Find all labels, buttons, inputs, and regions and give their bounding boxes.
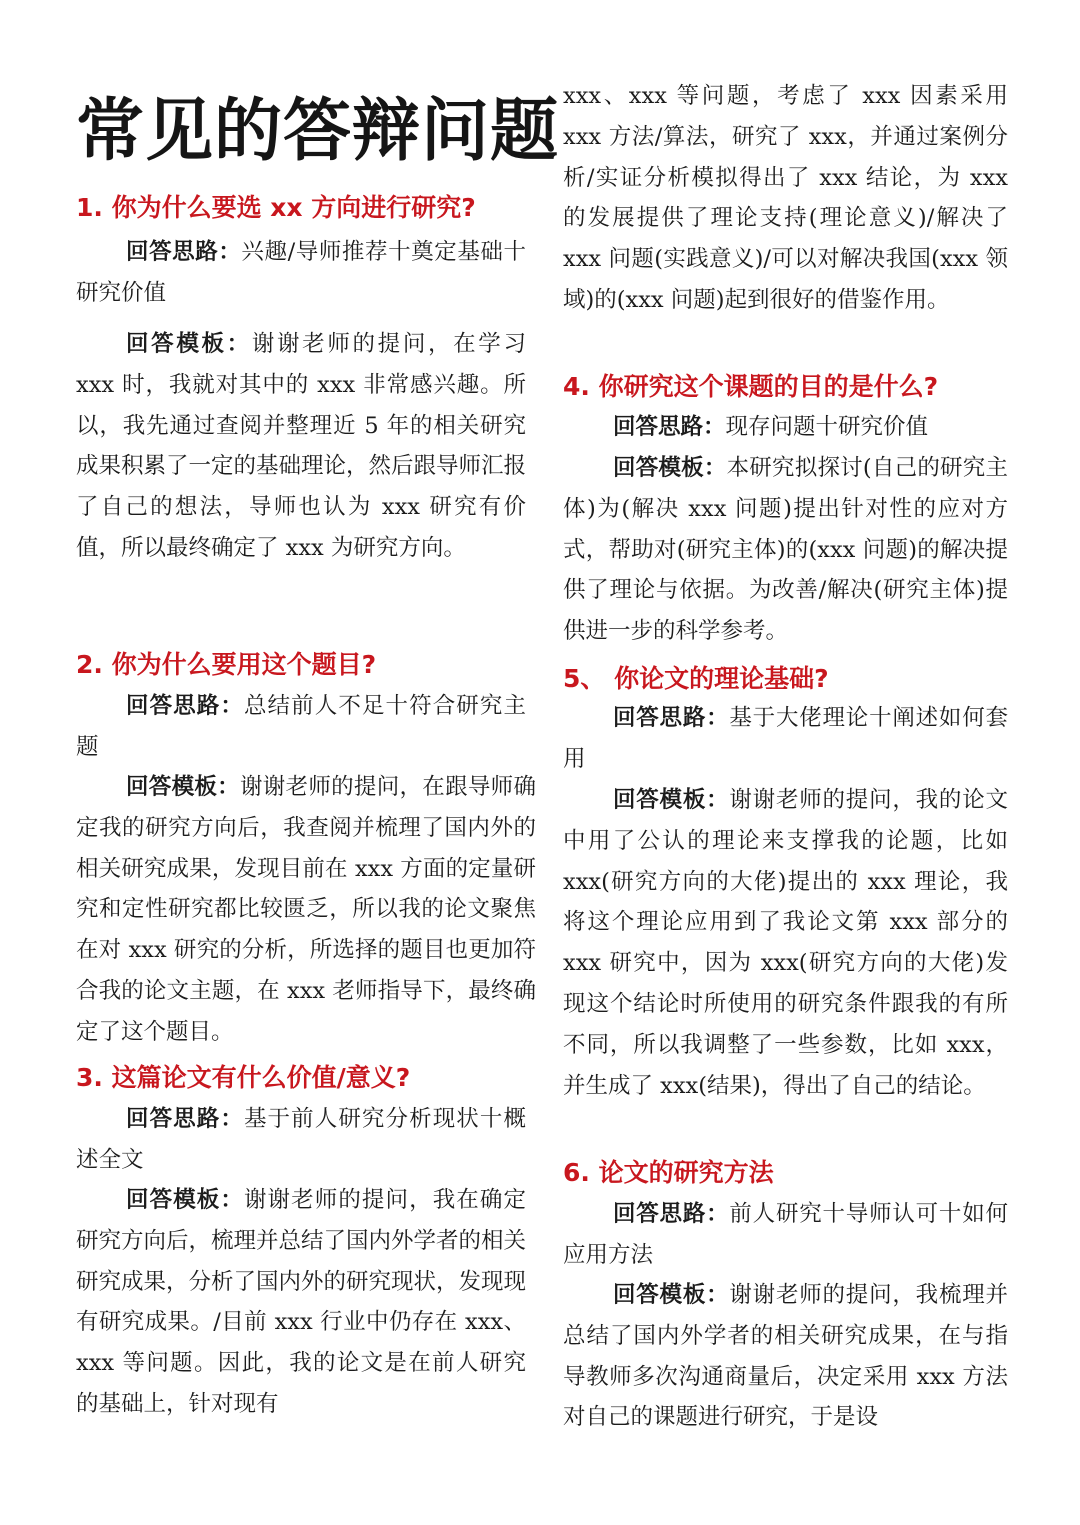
question-6-idea bbox=[563, 1194, 1008, 1276]
question-1-template bbox=[76, 324, 526, 569]
template-text: 谢谢老师的提问，我在确定研究方向后，梳理并总结了国内外学者的相关研究成果，分析了国内外的研究现状，发现现有研究成果。/目前 xxx 行业中仍存在 xxx、xxx 等问题。因此，我的论文是在前人研究的基础上，针对现有 bbox=[76, 1187, 527, 1417]
question-1-heading: 1. 你为什么要选 xx 方向进行研究? bbox=[76, 193, 476, 222]
question-5-idea bbox=[563, 698, 1008, 780]
idea-label: 回答思路： bbox=[613, 705, 730, 731]
page-title: 常见的答辩问题 bbox=[76, 91, 560, 171]
idea-label: 回答思路： bbox=[126, 1106, 244, 1132]
template-label: 回答模板： bbox=[613, 455, 727, 481]
question-1-idea bbox=[76, 232, 526, 314]
question-4-idea bbox=[563, 407, 1008, 448]
idea-text: 基于前人研究分析现状十概述全文 bbox=[76, 1106, 526, 1173]
question-2-heading: 2. 你为什么要用这个题目? bbox=[76, 650, 377, 679]
template-label: 回答模板： bbox=[613, 1282, 730, 1308]
template-text: 本研究拟探讨(自己的研究主体)为(解决 xxx 问题)提出针对性的应对方式，帮助对(研究主体)的(xxx 问题)的解决提供了理论与依据。为改善/解决(研究主体)提供进一步的科学参考。 bbox=[563, 455, 1008, 645]
template-label: 回答模板： bbox=[126, 1187, 244, 1213]
template-label: 回答模板： bbox=[126, 331, 252, 357]
question-3-template bbox=[76, 1180, 526, 1425]
question-5-template bbox=[563, 780, 1008, 1106]
idea-label: 回答思路： bbox=[126, 693, 244, 719]
template-text: 谢谢老师的提问，我的论文中用了公认的理论来支撑我的论题，比如 xxx(研究方向的大佬)提出的 xxx 理论，我将这个理论应用到了我论文第 xxx 部分的 xxx 研究中，因为 xxx(研究方向的大佬)发现这个结论时所使用的研究条件跟我的有所不同，所以我调整了一些参数，比如 xxx，并生成了 xxx(结果)，得出了自己的结论。 bbox=[563, 787, 1008, 1099]
question-4-template bbox=[563, 448, 1008, 652]
template-label: 回答模板： bbox=[613, 787, 730, 813]
template-text: 谢谢老师的提问，我梳理并总结了国内外学者的相关研究成果，在与指导教师多次沟通商量后，决定采用 xxx 方法对自己的课题进行研究，于是设 bbox=[563, 1282, 1008, 1431]
question-6-heading: 6. 论文的研究方法 bbox=[563, 1158, 774, 1187]
question-6-template bbox=[563, 1275, 1008, 1438]
question-2-template bbox=[76, 767, 536, 1053]
idea-text: 前人研究十导师认可十如何应用方法 bbox=[563, 1201, 1008, 1268]
idea-text: 现存问题十研究价值 bbox=[725, 414, 929, 440]
template-text: 谢谢老师的提问，在跟导师确定我的研究方向后，我查阅并梳理了国内外的相关研究成果，发现目前在 xxx 方面的定量研究和定性研究都比较匮乏，所以我的论文聚焦在对 xxx 研究的分析，所选择的题目也更加符合我的论文主题，在 xxx 老师指导下，最终确定了这个题目。 bbox=[76, 774, 536, 1045]
idea-label: 回答思路： bbox=[613, 1201, 730, 1227]
question-3-continued: xxx、xxx 等问题，考虑了 xxx 因素采用 xxx 方法/算法，研究了 xxx，并通过案例分析/实证分析模拟得出了 xxx 结论，为 xxx 的发展提供了理论支持(理论意义)/解决了 xxx 问题(实践意义)/可以对解决我国(xxx 领域)的(xxx 问题)起到很好的借鉴作用。 bbox=[563, 83, 1008, 313]
idea-text: 兴趣/导师推荐十奠定基础十研究价值 bbox=[76, 239, 526, 306]
question-5-heading: 5、 你论文的理论基础? bbox=[563, 664, 829, 693]
template-text: 谢谢老师的提问，在学习 xxx 时，我就对其中的 xxx 非常感兴趣。所以，我先通过查阅并整理近 5 年的相关研究成果积累了一定的基础理论，然后跟导师汇报了自己的想法，导师也认为 xxx 研究有价值，所以最终确定了 xxx 为研究方向。 bbox=[76, 331, 527, 561]
template-label: 回答模板： bbox=[126, 774, 240, 800]
idea-label: 回答思路： bbox=[126, 239, 242, 265]
question-2-idea bbox=[76, 686, 526, 768]
question-3-heading: 3. 这篇论文有什么价值/意义? bbox=[76, 1063, 411, 1092]
question-3-idea bbox=[76, 1099, 526, 1181]
idea-text: 总结前人不足十符合研究主题 bbox=[76, 693, 526, 760]
idea-label: 回答思路： bbox=[613, 414, 726, 440]
idea-text: 基于大佬理论十阐述如何套用 bbox=[563, 705, 1008, 772]
question-4-heading: 4. 你研究这个课题的目的是什么? bbox=[563, 372, 939, 401]
